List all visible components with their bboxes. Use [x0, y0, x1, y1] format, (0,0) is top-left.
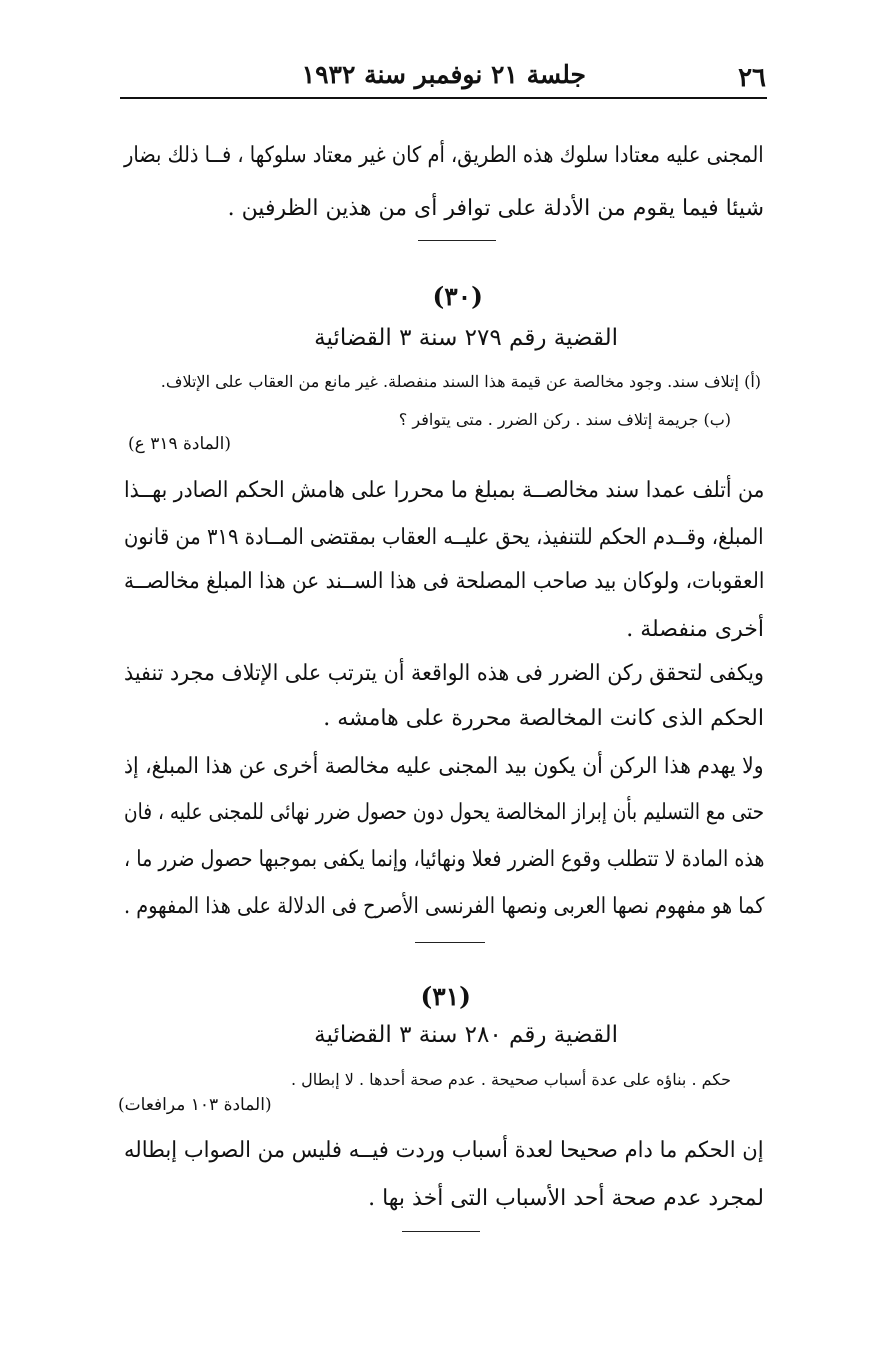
case-number: (٣٠) — [432, 282, 483, 311]
case-number: (٣١) — [420, 982, 471, 1011]
case-title: القضية رقم ٢٧٩ سنة ٣ القضائية — [314, 325, 618, 351]
section-divider — [418, 240, 496, 241]
case-summary-item: (أ) إتلاف سند. وجود مخالصة عن قيمة هذا السند منفصلة. غير مانع من العقاب على الإتلاف. — [160, 372, 761, 391]
paragraph-line: ولا يهدم هذا الركن أن يكون بيد المجنى عليه مخالصة أخرى عن هذا المبلغ، إذ — [124, 754, 764, 779]
header-rule — [120, 97, 767, 99]
paragraph-line: ويكفى لتحقق ركن الضرر فى هذه الواقعة أن يترتب على الإتلاف مجرد تنفيذ — [124, 661, 764, 686]
paragraph-line: المبلغ، وقــدم الحكم للتنفيذ، يحق عليــه العقاب بمقتضى المــادة ٣١٩ من قانون — [124, 525, 764, 550]
article-reference: (المادة ٣١٩ ع) — [128, 434, 232, 454]
paragraph-line: العقوبات، ولوكان بيد صاحب المصلحة فى هذا الســند عن هذا المبلغ مخالصــة — [123, 569, 764, 594]
section-divider — [415, 942, 485, 943]
section-divider — [402, 1231, 480, 1232]
intro-line: المجنى عليه معتادا سلوك هذه الطريق، أم كان غير معتاد سلوكها ، فــا ذلك بضار — [124, 143, 764, 168]
paragraph-line: أخرى منفصلة . — [626, 617, 764, 642]
paragraph-line: إن الحكم ما دام صحيحا لعدة أسباب وردت فيــه فليس من الصواب إبطاله — [124, 1138, 764, 1163]
case-title: القضية رقم ٢٨٠ سنة ٣ القضائية — [314, 1022, 618, 1048]
case-summary-item: (ب) جريمة إتلاف سند . ركن الضرر . متى يتوافر ؟ — [398, 410, 731, 429]
paragraph-line: الحكم الذى كانت المخالصة محررة على هامشه . — [323, 706, 764, 731]
intro-line: شيئا فيما يقوم من الأدلة على توافر أى من هذين الظرفين . — [227, 196, 764, 221]
paragraph-line: هذه المادة لا تتطلب وقوع الضرر فعلا ونهائيا، وإنما يكفى بموجبها حصول ضرر ما ، — [123, 847, 764, 872]
page-number: ٢٦ — [738, 63, 766, 93]
paragraph-line: لمجرد عدم صحة أحد الأسباب التى أخذ بها . — [368, 1186, 764, 1211]
article-reference: (المادة ١٠٣ مرافعات) — [118, 1095, 272, 1115]
paragraph-line: من أتلف عمدا سند مخالصــة بمبلغ ما محررا على هامش الحكم الصادر بهــذا — [123, 478, 764, 503]
paragraph-line: حتى مع التسليم بأن إبراز المخالصة يحول دون حصول ضرر نهائى للمجنى عليه ، فان — [123, 800, 764, 825]
case-summary-item: حكم . بناؤه على عدة أسباب صحيحة . عدم صحة أحدها . لا إبطال . — [291, 1070, 731, 1089]
paragraph-line: كما هو مفهوم نصها العربى ونصها الفرنسى الأصرح فى الدلالة على هذا المفهوم . — [123, 894, 764, 919]
running-header-title: جلسة ٢١ نوفمبر سنة ١٩٣٢ — [301, 60, 586, 89]
